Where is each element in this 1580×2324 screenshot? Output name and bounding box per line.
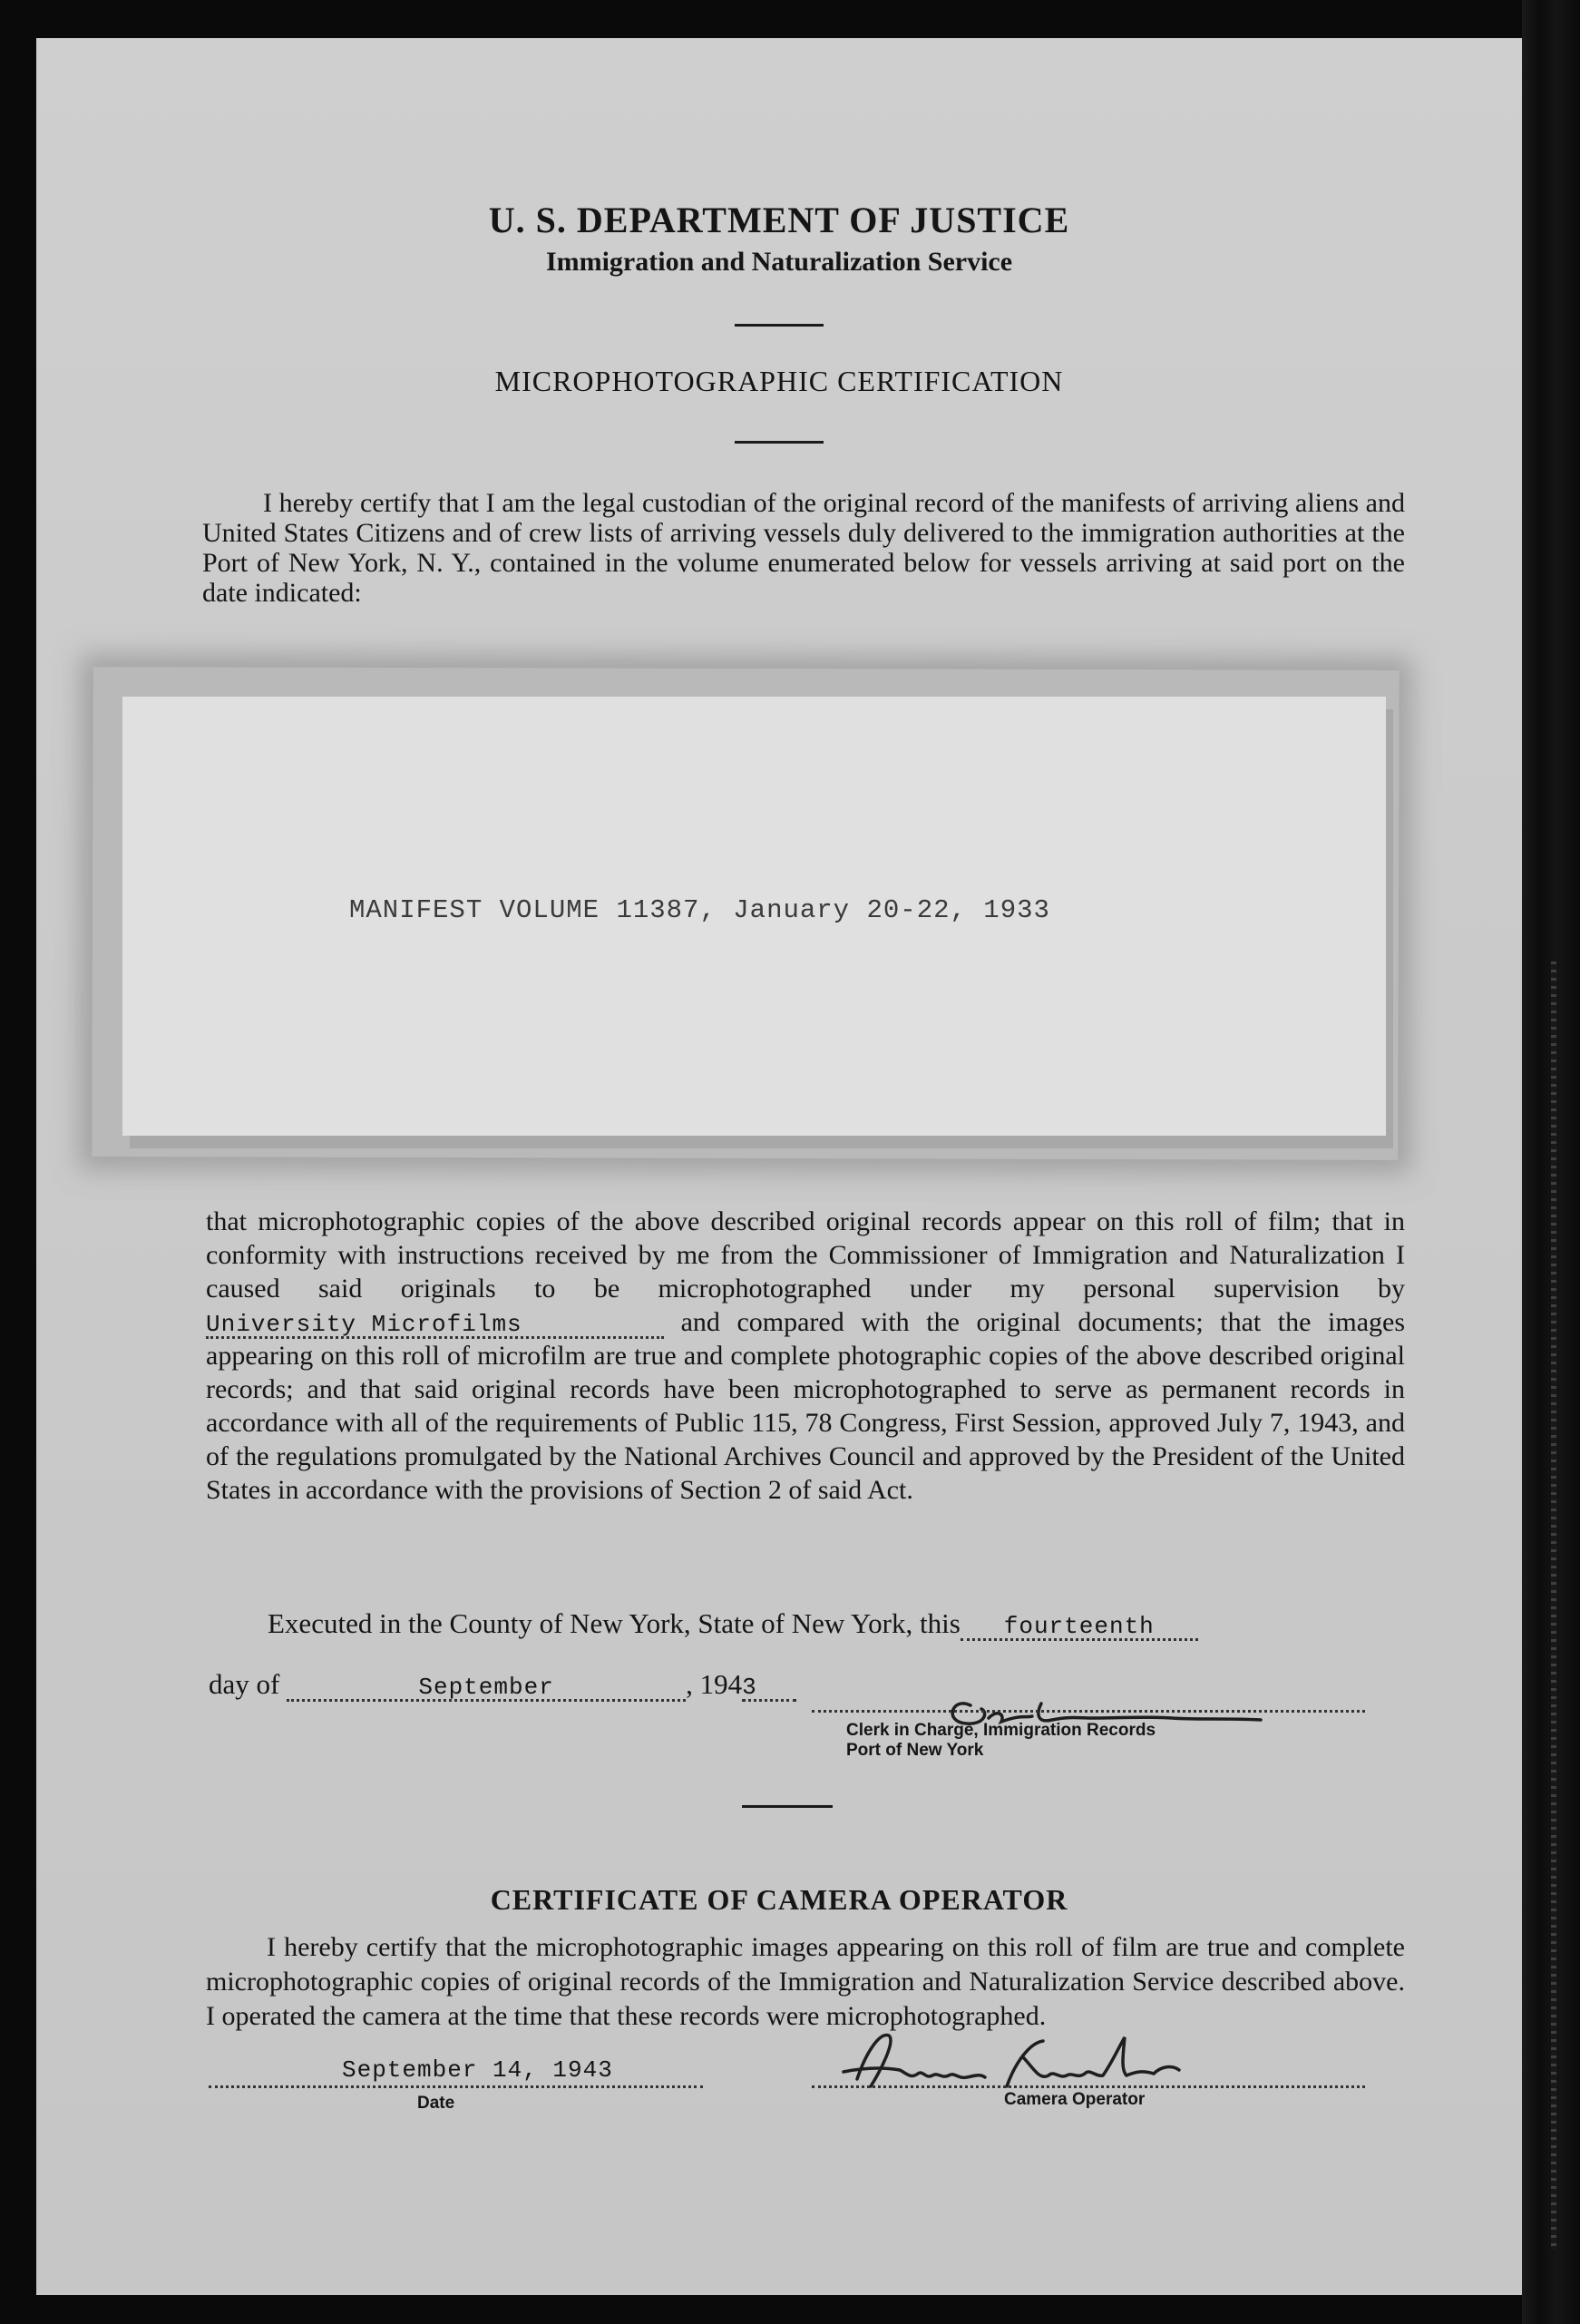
department-heading: U. S. DEPARTMENT OF JUSTICE [488,200,1070,240]
supervisor-field: University Microfilms [206,1313,664,1339]
film-edge-perforation [1551,962,1556,2250]
camera-date-value: September 14, 1943 [342,2056,613,2084]
camera-date-label: Date [417,2094,455,2113]
clerk-caption [846,1721,1156,1761]
clerk-title: Clerk in Charge, Immigration Records [846,1721,1156,1740]
section-divider [742,1805,833,1808]
certificate-page [36,38,1522,2295]
supervision-paragraph [206,1205,1405,1507]
clerk-signature-line [812,1710,1365,1713]
executed-text: Executed in the County of New York, State of New York, this [268,1607,961,1639]
month-field: September [287,1675,686,1702]
camera-certificate-paragraph: I hereby certify that the microphotographic images appearing on this roll of film are true and complete microphotographic copies of original records of the Immigration and Naturalization Service described above. I operated the camera at the time that these records were microphotographed. [206,1932,1405,2031]
day-of-label: day of [209,1668,280,1700]
operator-signature-line [812,2085,1365,2088]
executed-line [268,1607,1198,1641]
certification-title: MICROPHOTOGRAPHIC CERTIFICATION [494,365,1064,397]
supervision-text-before: that microphotographic copies of the above described original records appear on this roll of film; that in conformity with instructions received by me from the Commissioner of Immigration and Naturalization I caused said originals to be microphotographed under my personal supervision by [206,1206,1405,1304]
clerk-port: Port of New York [846,1741,984,1760]
camera-certificate-title: CERTIFICATE OF CAMERA OPERATOR [490,1883,1068,1916]
executed-day-field: fourteenth [961,1615,1198,1641]
camera-operator-label: Camera Operator [1004,2090,1146,2109]
service-subheading: Immigration and Naturalization Service [545,247,1013,277]
custodian-paragraph: I hereby certify that I am the legal custodian of the original record of the manifests of arriving aliens and United States Citizens and of crew lists of arriving vessels duly delivered to the immigration authorities at the Port of New York, N. Y., contained in the volume enumerated below for vessels arriving at said port on the date indicated: [202,488,1405,608]
supervision-text-after: and compared with the original documents; that the images appearing on this roll of microfilm are true and complete photographic copies of the above described original records; and that said original records have been microphotographed to serve as permanent records in accordance with all of the requirements of Public 115, 78 Congress, First Session, approved July 7, 1943, and of the regulations promulgated by the National Archives Council and approved by the President of the United States in accordance with the provisions of Section 2 of said Act. [206,1307,1405,1505]
year-prefix: , 194 [686,1668,743,1700]
heading-divider-2 [735,441,824,444]
year-digit-field: 3 [742,1675,796,1702]
date-line [209,2085,703,2088]
day-of-line [209,1668,796,1702]
heading-divider-1 [735,324,824,327]
manifest-volume-label: MANIFEST VOLUME 11387, January 20-22, 1933 [349,895,1050,925]
